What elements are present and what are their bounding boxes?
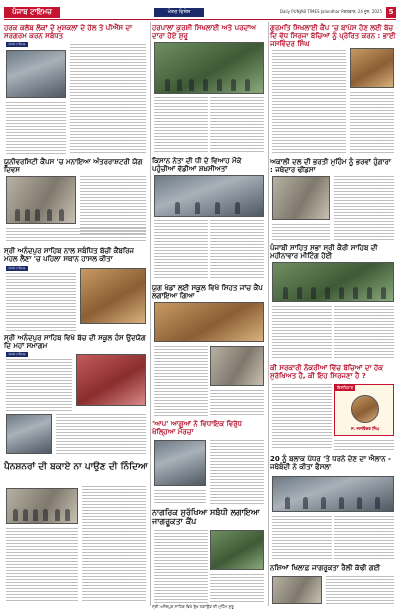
article-body: [154, 346, 208, 416]
article-15: [270, 455, 396, 471]
article-photo: [154, 302, 264, 342]
article-body: [350, 92, 394, 154]
article-headline: ਸ੍ਰੀ ਅਨੰਦਪੁਰ ਸਾਹਿਬ ਨਾਲ ਸਬੰਧਿਤ ਬੱਚੀ ਕੈਂਬਰਿਜ ਮਹਲ ਲੈਣਾ 'ਚ ਪਹਿਲਾ ਸਥਾਨ ਹਾਸਲ ਕੀਤਾ: [4, 247, 134, 263]
byline-tag: ਪੰਜਾਬ ਟਾਇਮਜ਼: [6, 266, 28, 271]
article-body: [210, 574, 264, 604]
article-headline: ਪੰਜਾਬੀ ਸਾਹਿਤ ਸਭਾ ਸ੍ਰੀ ਕੈਰੀ ਸਾਹਿਬ ਦੀ ਮਹੀਨਾਵਾਰ ਮੀਟਿੰਗ ਹੋਈ: [270, 244, 378, 260]
article-body: [80, 176, 146, 236]
article-headline: ਹਰਕ ਕਲੱਬ ਲੋਕਾਂ ਦੇ ਮੁਸ਼ਕਲਾਂ ਦੇ ਹੱਲ ਤੇ ਪੀਐੱਸ ਦਾ ਸਰਗਰਮ ਕਰਨ ਸਬੰਧਤ: [4, 24, 133, 40]
byline-tag: ਪੰਜਾਬ ਟਾਇਮਜ਼: [6, 352, 28, 357]
article-12: [270, 158, 396, 174]
column-rule: [150, 22, 151, 606]
article-5: [4, 462, 148, 472]
article-body: [82, 486, 146, 602]
article-headline: ਨਾਗਰਿਕ ਸੁਰੱਖਿਆ ਸਬੰਧੀ ਲਗਾਇਆ ਜਾਗਰੂਕਤਾ ਕੈਂਪ: [152, 508, 260, 526]
article-photo: [272, 176, 330, 220]
article-3: [4, 247, 148, 263]
article-6: [152, 24, 266, 40]
article-body: [6, 273, 76, 331]
article-10: [152, 508, 266, 526]
article-photo: [272, 262, 394, 302]
byline-tag: ਪੰਜਾਬ ਟਾਇਮਜ਼: [6, 42, 28, 47]
article-headline: 20 ਨੂੰ ਬਲਾਕ ਪੱਧਰ 'ਤੇ ਧਰਨੇ ਦੇਣ ਦਾ ਐਲਾਨ - ਜਥੇਬੰਦੀ ਨੇ ਕੀਤਾ ਫੈਸਲਾ: [270, 455, 391, 471]
article-body: [326, 576, 394, 604]
column-rule: [268, 22, 269, 606]
advertisement: [334, 384, 394, 436]
article-body: [154, 97, 208, 153]
article-4: [4, 334, 148, 350]
article-1: [4, 24, 148, 40]
article-photo: [272, 576, 322, 604]
article-headline: ਨਸ਼ਿਆਂ ਖਿਲਾਫ਼ ਜਾਗਰੂਕਤਾ ਰੈਲੀ ਕੱਢੀ ਗਈ: [270, 564, 381, 572]
article-headline: ਹਰਪਾਲਾਂ ਕੁਰਸ਼ੀ ਸਿਖਲਾਈ ਅਤੇ ਪਰਦਾਂਅ ਦਾਰਾ ਹੋਏ ਸ਼ੁਰੂ: [152, 24, 257, 40]
article-photo: [210, 346, 264, 386]
article-photo: [6, 488, 78, 524]
article-9: [152, 420, 266, 436]
article-photo: [76, 354, 146, 406]
article-16: [270, 564, 396, 572]
article-headline: ਕੀ ਸਰਕਾਰੀ ਨੌਕਰੀਆਂ ਵਿੱਚ ਬੱਚਿਆਂ ਦਾ ਹੱਕ ਸੁਰੱਖਿਅਤ ਹੈ, ਕੀ ਇਹ ਸਿਰਜਣਾ ਹੈ ?: [270, 364, 383, 380]
article-photo: [6, 50, 66, 98]
article-headline: ਕਿਸਾਨ ਨੇਤਾ ਦੀ ਧੀ ਦੇ ਵਿਆਹ ਮੌਕੇ ਪਹੁੰਚੀਆਂ ਵੱਡੀਆਂ ਸ਼ਖ਼ਸੀਅਤਾਂ: [152, 157, 242, 173]
article-body: [154, 220, 208, 280]
page-number: 5: [386, 7, 396, 18]
article-body: [210, 440, 264, 504]
article-body: [210, 390, 264, 416]
article-photo: [154, 42, 264, 94]
article-photo: [6, 176, 76, 224]
article-body: [334, 176, 394, 240]
article-body: [70, 44, 146, 154]
article-photo: [154, 440, 206, 486]
article-8: [152, 284, 266, 300]
article-photo: [6, 414, 52, 454]
article-photo: [272, 476, 394, 512]
article-body: [6, 528, 78, 602]
dateline: Daily PUNJAB TIMES Jalandhar ਮੰਗਲਵਾਰ, 24 ਜੂਨ, 2025: [279, 9, 382, 14]
article-headline: 'ਆਪ' ਆਗੂਆਂ ਨੇ ਵਿਧਾਇਕ ਵਿਰੁੱਧ ਖੋਲ੍ਹਿਆ ਮੋਰਚਾ: [152, 420, 242, 436]
article-body: [6, 228, 146, 242]
footer-strip: ਸ੍ਰੀ ਅਨੰਦਪੁਰ ਸਾਹਿਬ ਵਿਖੇ ਰੁੱਖ ਲਗਾਉਣ ਦੀ ਮੁਹਿੰਮ ਸ਼ੁਰੂ: [152, 604, 234, 609]
article-body: [334, 516, 394, 560]
advert-label: ਇਸ਼ਤਿਹਾਰ: [337, 385, 354, 390]
article-body: [210, 97, 264, 153]
newspaper-logo: ਪੰਜਾਬ ਟਾਇਮਜ਼: [4, 7, 60, 18]
article-body: [56, 414, 146, 454]
section-tag: ਖੇਤਰ ਵਿਸ਼ੇਸ਼: [154, 8, 204, 17]
article-body: [154, 530, 208, 604]
article-headline: ਪੈਨਸ਼ਨਰਾਂ ਦੀ ਬਕਾਏ ਨਾ ਪਾਉਣ ਦੀ ਨਿੰਦਿਆ: [4, 462, 148, 472]
article-photo: [80, 268, 146, 324]
article-headline: ਸ੍ਰੀ ਅਨੰਦਪੁਰ ਸਾਹਿਬ ਵਿਖੇ ਬੱਚ ਦੀ ਸਕੂਲ ਹੰਸ ਉਦਯੋਗ ਦਿ ਮਹਾਂ ਸਮਾਗਮ: [4, 334, 146, 350]
article-body: [272, 224, 330, 240]
article-13: [270, 244, 396, 260]
article-body: [272, 384, 332, 450]
article-body: [210, 220, 264, 280]
article-body: [154, 490, 206, 504]
article-2: [4, 158, 148, 174]
advert-name: ਸ. ਜਸਵਿੰਦਰ ਸਿੰਘ: [350, 426, 380, 431]
article-headline: ਯੂਨੀਵਰਸਿਟੀ ਕੈਂਪਸ 'ਚ ਮਨਾਇਆ ਅੰਤਰਰਾਸ਼ਟਰੀ ਯੋਗ ਦਿਵਸ: [4, 158, 143, 174]
article-headline: ਅਕਾਲੀ ਦਲ ਦੀ ਭਰਤੀ ਮੁਹਿੰਮ ਨੂੰ ਭਰਵਾਂ ਹੁੰਗਾਰਾ : ਜਥੇਦਾਰ ਢੀਂਡਸਾ: [270, 158, 391, 174]
article-11: [270, 24, 396, 48]
article-headline: ਗੁਰਮਤਿ ਸਿਖਲਾਈ ਕੈਂਪ 'ਚ ਬਾਪੇਸ ਹੋਣ ਲਈ ਬੱਚ ਦਿ ਵੱਧ ਸਿਰਜਾ ਬੱਚਿਆਂ ਨੂੰ ਪ੍ਰੇਰਿਤ ਕਰਨ : ਭਾਈ ਜਸਵਿੰਦਰ ਸਿੰਘ: [270, 24, 396, 48]
portrait-photo: [351, 395, 379, 423]
article-photo: [210, 530, 264, 570]
article-body: [272, 516, 332, 560]
article-body: [272, 50, 346, 154]
article-body: [272, 306, 332, 360]
article-photo: [350, 48, 394, 88]
article-body: [6, 359, 72, 411]
article-photo: [154, 175, 264, 217]
article-headline: ਯੁਗ ਖੇਡਾਂ ਲਈ ਸਕੂਲ ਵਿਖੇ ਸਿਹਤ ਜਾਂਚ ਕੈਂਪ ਲਗਾਇਆ ਗਿਆ: [152, 284, 263, 300]
article-14: [270, 364, 396, 380]
article-body: [334, 440, 394, 450]
article-body: [6, 102, 66, 154]
masthead: [4, 6, 396, 20]
article-body: [334, 306, 394, 360]
article-7: [152, 157, 266, 173]
